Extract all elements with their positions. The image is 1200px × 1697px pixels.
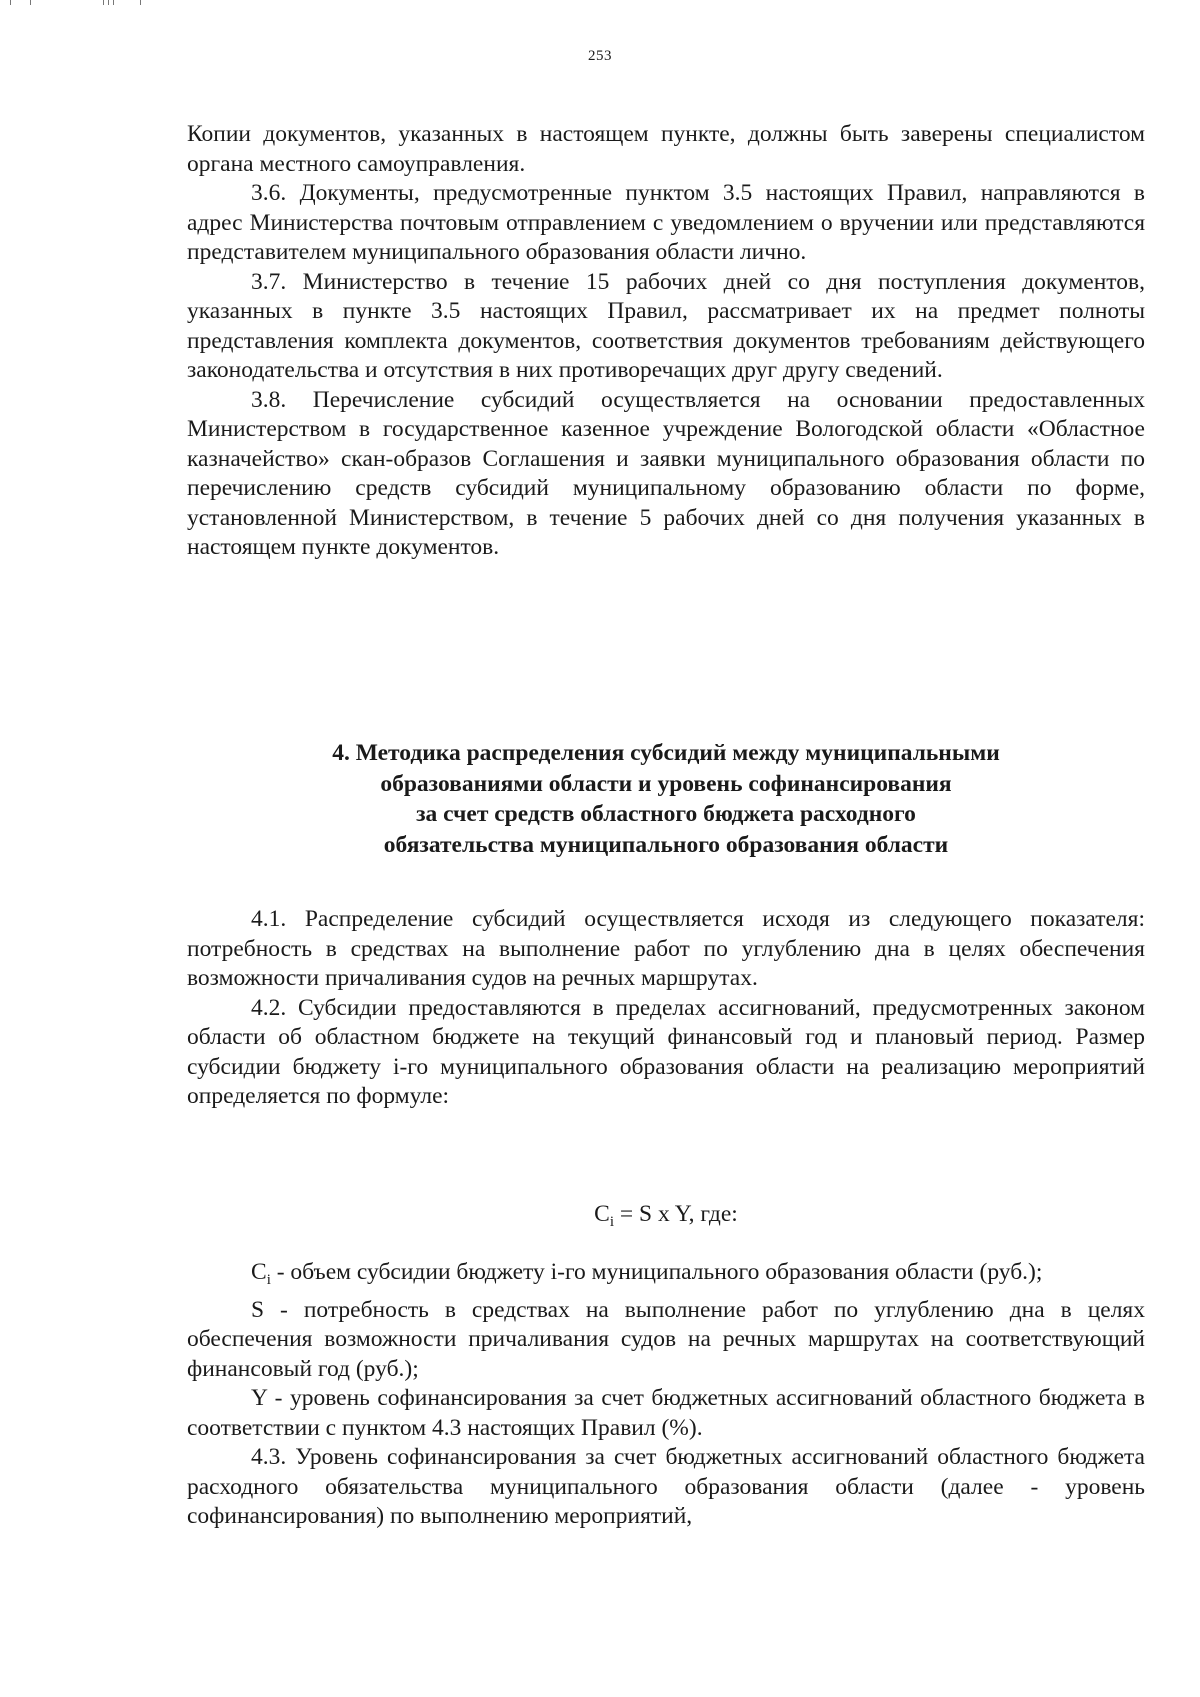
heading-line: образованиями области и уровень софинансирования — [380, 770, 952, 797]
paragraph-4-1: 4.1. Распределение субсидий осуществляется исходя из следующего показателя: потребность в средствах на выполнение работ по углублению дна в целях обеспечения возможности причаливания судов на речных маршрутах. — [187, 906, 1145, 991]
ci-symbol: C — [251, 1259, 267, 1285]
section-4-intro-text — [187, 905, 1145, 1112]
paragraph-4-2: 4.2. Субсидии предоставляются в пределах ассигнований, предусмотренных законом области об областном бюджете на текущий финансовый год и плановый период. Размер субсидии бюджету i-го муниципального образования области на реализацию мероприятий определяется по формуле: — [187, 994, 1145, 1109]
section-4-heading — [187, 738, 1145, 860]
formula-lhs-subscript: i — [609, 1214, 615, 1230]
paragraph-3-8: 3.8. Перечисление субсидий осуществляется на основании предоставленных Министерством в государственное казенное учреждение Вологодской области «Областное казначейство» скан-образов Соглашения и заявки муниципального образования области по перечислению средств субсидий муниципальному образованию области по форме, установленной Министерством, в течение 5 рабочих дней со дня получения указанных в настоящем пункте документов. — [187, 386, 1145, 560]
paragraph-copies-certified: Копии документов, указанных в настоящем пункте, должны быть заверены специалистом органа местного самоуправления. — [187, 121, 1145, 177]
scan-edge-marks — [0, 0, 160, 6]
heading-line: 4. Методика распределения субсидий между муниципальными — [332, 740, 1000, 766]
definition-ci — [187, 1258, 1145, 1296]
formula-rhs: = S x Y, где: — [614, 1201, 738, 1227]
formula-definitions — [187, 1258, 1145, 1532]
subsidy-formula — [187, 1199, 1145, 1237]
page-number: 253 — [588, 48, 612, 64]
paragraph-3-7: 3.7. Министерство в течение 15 рабочих дней со дня поступления документов, указанных в пункте 3.5 настоящих Правил, рассматривает их на предмет полноты представления комплекта документов, соответствия документов требованиям действующего законодательства и отсутствия в них противоречащих друг другу сведений. — [187, 268, 1145, 383]
paragraph-3-6: 3.6. Документы, предусмотренные пунктом 3.5 настоящих Правил, направляются в адрес Министерства почтовым отправлением с уведомлением о вручении или представляются представителем муниципального образования области лично. — [187, 180, 1145, 265]
ci-subscript: i — [266, 1272, 271, 1288]
formula-lhs: C — [594, 1201, 610, 1227]
heading-line: обязательства муниципального образования области — [383, 831, 949, 858]
ci-description: - объем субсидии бюджету i-го муниципального образования области (руб.); — [270, 1259, 1043, 1285]
definition-y: Y - уровень софинансирования за счет бюджетных ассигнований областного бюджета в соответствии с пунктом 4.3 настоящих Правил (%). — [187, 1385, 1145, 1441]
definition-s: S - потребность в средствах на выполнение работ по углублению дна в целях обеспечения возможности причаливания судов на речных маршрутах на соответствующий финансовый год (руб.); — [187, 1296, 1145, 1382]
heading-line: за счет средств областного бюджета расходного — [416, 801, 916, 827]
paragraph-4-3: 4.3. Уровень софинансирования за счет бюджетных ассигнований областного бюджета расходного обязательства муниципального образования области (далее - уровень софинансирования) по выполнению мероприятий, — [187, 1444, 1145, 1529]
section-3-text — [187, 120, 1145, 563]
